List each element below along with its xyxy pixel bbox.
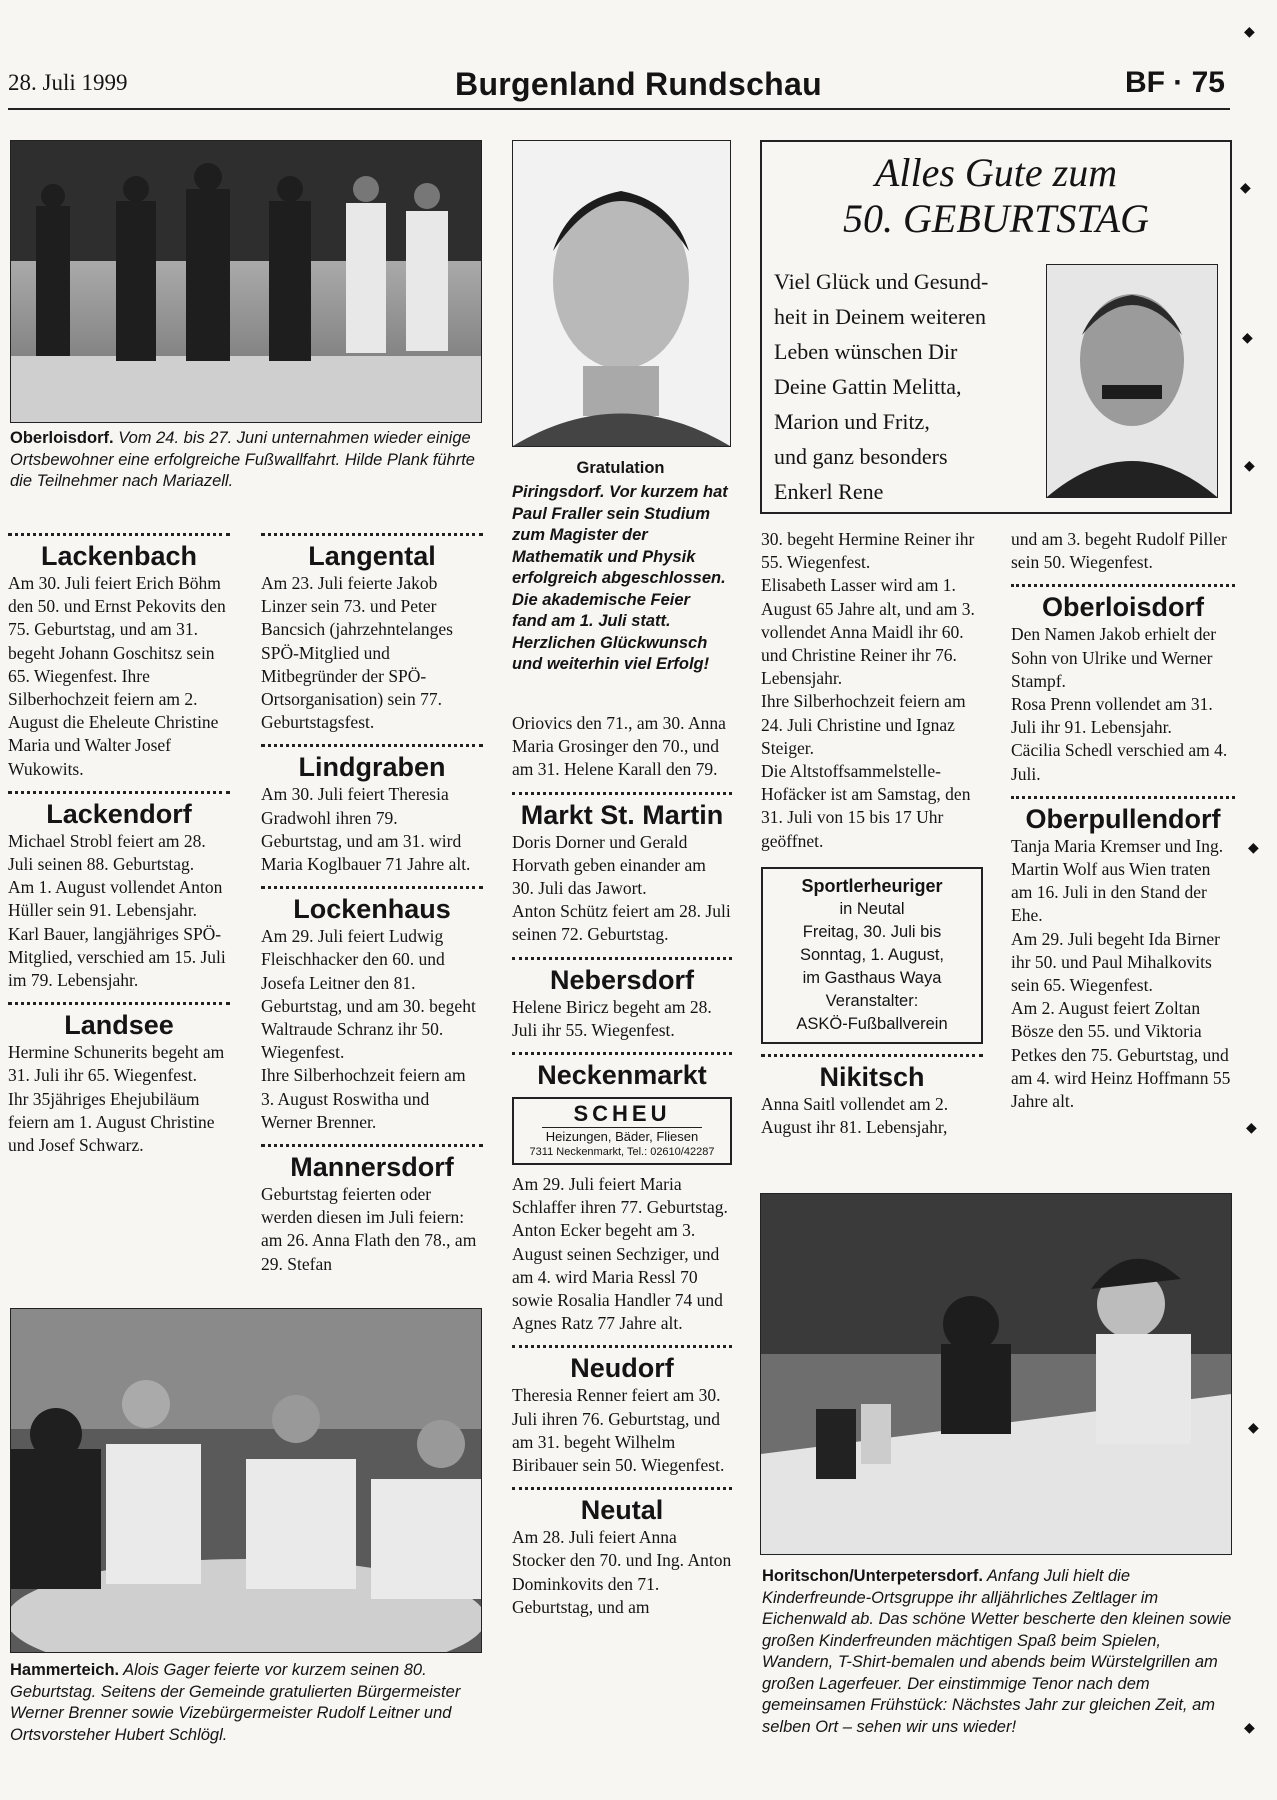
section-landsee: Landsee (64, 1010, 174, 1041)
birthday-portrait-photo (1046, 264, 1218, 498)
section-neudorf: Neudorf (570, 1353, 674, 1384)
summer-camp-photo (760, 1193, 1232, 1555)
birthday-line: heit in Deinem weiteren (774, 304, 986, 329)
birthday-line: Enkerl Rene (774, 479, 884, 504)
caption-place: Horitschon/Unterpetersdorf. (762, 1567, 983, 1585)
margin-marker: ◆ (1248, 841, 1259, 856)
article-text: Helene Biricz begeht am 28. Juli ihr 55. Wiegenfest. (512, 996, 712, 1040)
article-text: Elisabeth Lasser wird am 1. August 65 Jahre alt, und am 3. vollendet Anna Maidl ihr 60. und Christine Reiner ihr 76. Lebensjahr. (761, 575, 975, 689)
section-oberloisdorf: Oberloisdorf (1041, 592, 1204, 623)
article-text: Am 30. Juli feiert Theresia Gradwohl ihren 79. Geburtstag, und am 31. wird Maria Koglbauer 71 Jahre alt. (261, 784, 471, 875)
section-lockenhaus: Lockenhaus (293, 894, 451, 925)
margin-marker: ◆ (1246, 1121, 1257, 1136)
article-text: Am 23. Juli feierte Jakob Linzer sein 73. und Peter Bancsich (jahrzehntelanges SPÖ-Mitglied und Mitbegründer der SPÖ-Ortsorganisation) sein 77. Geburtstagsfest. (261, 573, 453, 733)
hammerteich-photo (10, 1308, 482, 1653)
article-text: Am 30. Juli feiert Erich Böhm den 50. und Ernst Pekovits den 75. Geburtstag, und am 31. begeht Johann Goschitsz sein 65. Wiegenfest. Ihre Silberhochzeit feiern am 2. August die Eheleute Christine Maria und Walter Josef Wukowits. (8, 573, 226, 779)
separator (8, 533, 230, 536)
article-text: Doris Dorner und Gerald Horvath geben einander am 30. Juli das Jawort. (512, 831, 706, 899)
section-lackendorf: Lackendorf (46, 798, 192, 829)
margin-marker: ◆ (1242, 331, 1253, 346)
article-text: Am 29. Juli feiert Ludwig Fleischhacker den 60. und Josefa Leitner den 81. Geburtstag, und am 30. begeht Waltraude Schranz ihr 50. Wiegenfest. (261, 926, 476, 1063)
column-4 (761, 528, 983, 1139)
article-text: Cäcilia Schedl verschied am 4. Juli. (1011, 740, 1228, 784)
caption-text: Alois Gager feierte vor kurzem seinen 80. Geburtstag. Seitens der Gemeinde gratulierten Bürgermeister Werner Brenner sowie Vizebürgermeister Rudolf Leitner und Ortsvorsteher Hubert Schlögl. (10, 1661, 461, 1744)
birthday-line: Viel Glück und Gesund- (774, 269, 989, 294)
birthday-line: Deine Gattin Melitta, (774, 374, 962, 399)
article-text: Oriovics den 71., am 30. Anna Maria Grosinger den 70., und am 31. Helene Karall den 79. (512, 713, 726, 780)
margin-marker: ◆ (1240, 181, 1251, 196)
promo-line: in Neutal (839, 899, 905, 918)
graduate-portrait-photo (512, 140, 731, 447)
article-text: Ihr 35jähriges Ehejubiläum feiern am 1. August Christine und Josef Schwarz. (8, 1088, 215, 1156)
separator (512, 1052, 732, 1055)
caption-place: Hammerteich. (10, 1661, 120, 1679)
separator (512, 1345, 732, 1348)
article-text: Anna Saitl vollendet am 2. August ihr 81. Lebensjahr, (761, 1093, 949, 1138)
column-3 (512, 712, 732, 1619)
hammerteich-caption (10, 1660, 488, 1746)
section-lindgraben: Lindgraben (298, 752, 446, 783)
article-text: Geburtstag feierten oder werden diesen im Juli feiern: am 26. Anna Flath den 78., am 29. Stefan (261, 1184, 477, 1274)
separator (512, 1487, 732, 1490)
promo-line: Sonntag, 1. August, (799, 945, 945, 964)
section-markt-st-martin: Markt St. Martin (520, 799, 724, 830)
article-text: und am 3. begeht Rudolf Piller sein 50. Wiegenfest. (1011, 529, 1227, 573)
ad-logo: SCHEU (542, 1101, 702, 1128)
graduation-caption: Piringsdorf. Vor kurzem hat Paul Fraller sein Studium zum Magister der Mathematik und Physik erfolgreich abgeschlossen. Die akademische Feier fand am 1. Juli statt. Herzlichen Glückwunsch und weiterhin viel Erfolg! (512, 483, 728, 673)
section-oberpullendorf: Oberpullendorf (1025, 803, 1221, 834)
section-mannersdorf: Mannersdorf (290, 1152, 454, 1183)
article-text: Den Namen Jakob erhielt der Sohn von Ulrike und Werner Stampf. (1011, 624, 1217, 691)
birthday-line: und ganz besonders (774, 444, 948, 469)
issue-date: 28. Juli 1999 (8, 70, 128, 95)
caption-text: Vom 24. bis 27. Juni unternahmen wieder einige Ortsbewohner eine erfolgreiche Fußwallfahrt. Hilde Plank führte die Teilnehmer nach Mariazell. (10, 429, 475, 490)
article-text: Anton Ecker begeht am 3. August seinen Sechziger, und am 4. wird Maria Ressl 70 sowie Rosalia Handler 74 und Agnes Ratz 77 Jahre alt. (512, 1220, 723, 1334)
column-1 (8, 533, 230, 1157)
sportlerheuriger-box (761, 867, 983, 1044)
newspaper-title: Burgenland Rundschau (455, 66, 822, 102)
caption-place: Oberloisdorf. (10, 429, 114, 447)
birthday-message (774, 264, 1014, 509)
separator (8, 791, 230, 794)
birthday-title-line2: 50. GEBURTSTAG (843, 196, 1149, 241)
graduation-heading: Gratulation (576, 459, 665, 477)
article-text: Michael Strobl feiert am 28. Juli seinen 88. Geburtstag. (8, 830, 206, 875)
caption-text: Anfang Juli hielt die Kinderfreunde-Ortsgruppe ihr alljährliches Zeltlager im Eichenwald ab. Das schöne Wetter bescherte den kleinen sowie großen Kinderfreunden mächtigen Spaß beim Spielen, Wandern, T-Shirt-bemalen und abends beim Würstelgrillen am großen Lagerfeuer. Der einstimmige Tenor nach dem gemeinsamen Frühstück: Nächstes Jahr zur gleichen Zeit, am selben Ort – sehen wir uns wieder! (762, 1567, 1232, 1736)
section-lackenbach: Lackenbach (40, 541, 198, 571)
article-text: Tanja Maria Kremser und Ing. Martin Wolf aus Wien traten am 16. Juli in den Stand der Ehe. (1011, 835, 1224, 926)
ad-line: Heizungen, Bäder, Fliesen (545, 1129, 699, 1145)
article-text: Am 28. Juli feiert Anna Stocker den 70. und Ing. Anton Dominkovits den 71. Geburtstag, und am (512, 1527, 732, 1617)
separator (1011, 584, 1235, 587)
article-text: Am 29. Juli feiert Maria Schlaffer ihren 77. Geburtstag. (512, 1174, 728, 1218)
separator (261, 744, 483, 747)
pilgrimage-caption (10, 428, 480, 493)
separator (1011, 796, 1235, 799)
birthday-title-line1: Alles Gute zum (874, 150, 1118, 195)
margin-marker: ◆ (1244, 459, 1255, 474)
separator (761, 1054, 983, 1057)
promo-line: Freitag, 30. Juli bis (802, 922, 942, 941)
section-nebersdorf: Nebersdorf (549, 964, 695, 995)
pilgrimage-photo (10, 140, 482, 423)
section-neckenmarkt: Neckenmarkt (537, 1060, 707, 1091)
promo-line: Veranstalter: (825, 991, 919, 1010)
birthday-greeting-box (760, 140, 1232, 514)
separator (261, 1144, 483, 1147)
separator (261, 533, 483, 536)
margin-marker: ◆ (1244, 1721, 1255, 1736)
promo-line: ASKÖ-Fußballverein (796, 1014, 948, 1033)
separator (261, 886, 483, 889)
page-number: BF · 75 (1124, 66, 1225, 99)
separator (8, 1002, 230, 1005)
section-neutal: Neutal (580, 1495, 664, 1526)
article-text: Am 29. Juli begeht Ida Birner ihr 50. und Paul Mihalkovits sein 65. Wiegenfest. (1011, 928, 1220, 996)
article-text: 30. begeht Hermine Reiner ihr 55. Wiegenfest. (761, 529, 975, 573)
article-text: Die Altstoffsammelstelle-Hofäcker ist am Samstag, den 31. Juli von 15 bis 17 Uhr geöffnet. (761, 761, 971, 851)
article-text: Am 1. August vollendet Anton Hüller sein 91. Lebensjahr. (8, 877, 223, 921)
margin-marker: ◆ (1248, 1421, 1259, 1436)
article-text: Theresia Renner feiert am 30. Juli ihren 76. Geburtstag, und am 31. begeht Wilhelm Biribauer sein 50. Wiegenfest. (512, 1385, 725, 1476)
article-text: Anton Schütz feiert am 28. Juli seinen 72. Geburtstag. (512, 901, 731, 945)
separator (512, 957, 732, 960)
section-nikitsch: Nikitsch (819, 1061, 925, 1092)
scheu-advertisement (512, 1097, 732, 1165)
article-text: Rosa Prenn vollendet am 31. Juli ihr 91. Lebensjahr. (1011, 694, 1213, 738)
article-text: Am 2. August feiert Zoltan Bösze den 55. und Viktoria Petkes den 75. Geburtstag, und am 4. wird Heinz Hoffmann 55 Jahre alt. (1011, 998, 1231, 1112)
article-text: Ihre Silberhochzeit feiern am 3. August Roswitha und Werner Brenner. (261, 1065, 466, 1132)
column-2 (261, 533, 483, 1276)
birthday-line: Marion und Fritz, (774, 409, 930, 434)
article-text: Ihre Silberhochzeit feiern am 24. Juli Christine und Ignaz Steiger. (761, 691, 966, 758)
promo-title: Sportlerheuriger (801, 875, 943, 896)
ad-line: 7311 Neckenmarkt, Tel.: 02610/42287 (529, 1146, 715, 1159)
column-5 (1011, 528, 1235, 1113)
margin-marker: ◆ (1244, 25, 1255, 40)
header-rule (8, 108, 1230, 110)
article-text: Hermine Schunerits begeht am 31. Juli ihr 65. Wiegenfest. (8, 1042, 225, 1086)
separator (512, 792, 732, 795)
birthday-line: Leben wünschen Dir (774, 339, 958, 364)
section-langental: Langental (308, 541, 436, 571)
promo-line: im Gasthaus Waya (802, 968, 942, 987)
summer-camp-caption (762, 1566, 1232, 1738)
article-text: Karl Bauer, langjähriges SPÖ-Mitglied, verschied am 15. Juli im 79. Lebensjahr. (8, 923, 226, 991)
